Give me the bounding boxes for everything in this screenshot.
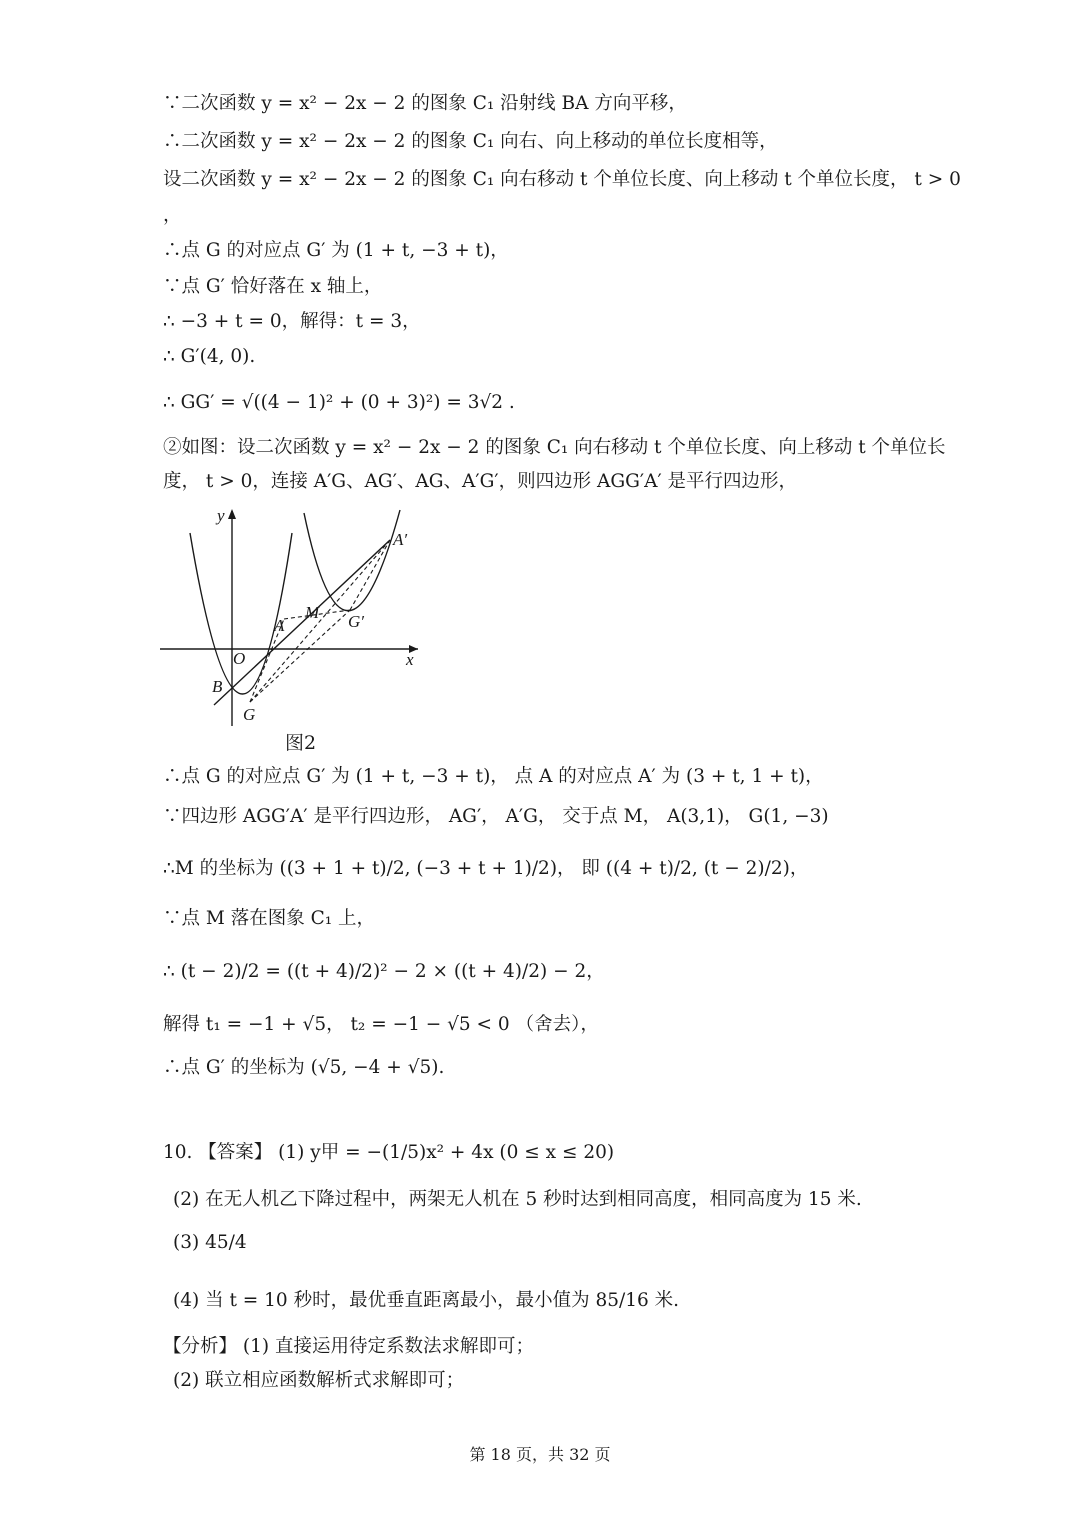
text-line: 设二次函数 y = x² − 2x − 2 的图象 C₁ 向右移动 t 个单位长度、向上移动 t 个单位长度， t > 0 — [163, 169, 961, 190]
label-m: M — [305, 603, 320, 622]
text-line: ∵点 M 落在图象 C₁ 上， — [163, 908, 376, 929]
text-line: ∵点 G′ 恰好落在 x 轴上， — [163, 276, 383, 297]
text-line: ∴ G′(4, 0). — [163, 346, 256, 367]
text-line: ∴点 G 的对应点 G′ 为 (1 + t, −3 + t)， — [163, 240, 509, 261]
label-b: B — [212, 677, 223, 696]
label-a: A — [274, 616, 285, 635]
text-line: ， — [163, 205, 182, 226]
analysis-heading: 【分析】 (1) 直接运用待定系数法求解即可； — [163, 1336, 534, 1357]
parabola-c1 — [190, 533, 292, 694]
answer-item: (3) 45/4 — [173, 1232, 247, 1253]
analysis-item: (2) 联立相应函数解析式求解即可； — [173, 1370, 465, 1391]
answer-item: (4) 当 t = 10 秒时，最优垂直距离最小，最小值为 85/16 米. — [173, 1290, 680, 1311]
label-x: x — [406, 650, 414, 669]
text-line: 度， t > 0，连接 A′G、AG′、AG、A′G′，则四边形 AGG′A′ 是平行四边形， — [163, 471, 798, 492]
label-a-prime: A′ — [393, 530, 408, 549]
label-y: y — [217, 506, 225, 525]
answer-heading: 10. 【答案】 (1) y甲 = −(1/5)x² + 4x (0 ≤ x ≤ 20) — [163, 1142, 615, 1163]
page-footer: 第 18 页，共 32 页 — [469, 1445, 611, 1464]
text-line: ∵二次函数 y = x² − 2x − 2 的图象 C₁ 沿射线 BA 方向平移， — [163, 93, 687, 114]
answer-item: (2) 在无人机乙下降过程中，两架无人机在 5 秒时达到相同高度，相同高度为 15 米. — [173, 1189, 862, 1210]
label-g: G — [243, 705, 256, 724]
label-o: O — [233, 649, 246, 668]
parabola-figure — [160, 505, 430, 735]
text-line: 解得 t₁ = −1 + √5， t₂ = −1 − √5 < 0 （舍去）， — [163, 1014, 599, 1035]
text-line: ②如图：设二次函数 y = x² − 2x − 2 的图象 C₁ 向右移动 t 个单位长度、向上移动 t 个单位长 — [163, 437, 946, 458]
text-line: ∴ (t − 2)/2 = ((t + 4)/2)² − 2 × ((t + 4)/2) − 2， — [163, 961, 605, 982]
y-axis-arrow — [228, 509, 236, 519]
text-line: ∴二次函数 y = x² − 2x − 2 的图象 C₁ 向右、向上移动的单位长度相等， — [163, 131, 778, 152]
segment-a-prime-g — [250, 540, 390, 702]
text-line: ∴点 G 的对应点 G′ 为 (1 + t, −3 + t)， 点 A 的对应点 A′ 为 (3 + t, 1 + t)， — [163, 766, 824, 787]
parabola-translated — [304, 510, 400, 611]
text-line: ∴ GG′ = √((4 − 1)² + (0 + 3)²) = 3√2 . — [163, 392, 515, 413]
text-line: ∴ −3 + t = 0，解得：t = 3， — [163, 311, 421, 332]
label-g-prime: G′ — [348, 612, 364, 631]
segment-a-prime-g-prime — [350, 540, 390, 610]
text-line: ∴点 G′ 的坐标为 (√5, −4 + √5). — [163, 1057, 445, 1078]
text-line: ∵四边形 AGG′A′ 是平行四边形， AG′， A′G， 交于点 M， A(3,1)， G(1, −3) — [163, 806, 829, 827]
figure-caption: 图2 — [285, 732, 317, 754]
text-line: ∴M 的坐标为 ((3 + 1 + t)/2, (−3 + t + 1)/2)， 即 ((4 + t)/2, (t − 2)/2)， — [163, 858, 809, 879]
